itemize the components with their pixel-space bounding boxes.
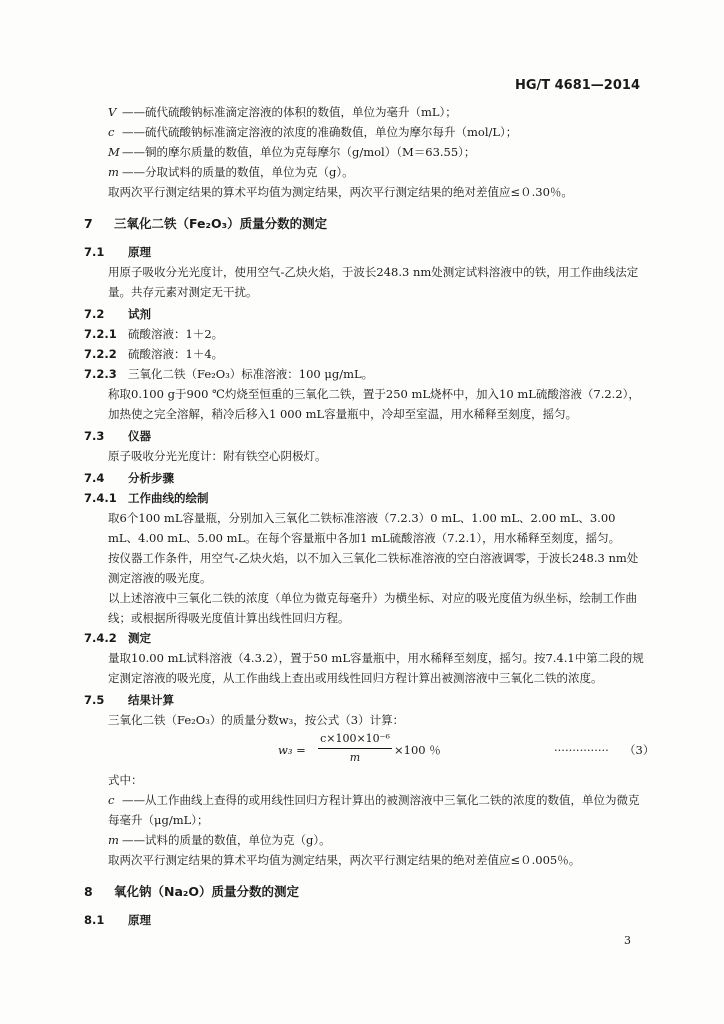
page-body [84,102,655,930]
formula-3 [84,730,655,770]
variable-def: c ——从工作曲线上查得的或用线性回归方程计算出的被测溶液中三氧化二铁的浓度的数值，单位为微克每毫升（μg/mL）； [108,793,640,827]
variable-def: m ——试料的质量的数值，单位为克（g）。 [108,833,331,847]
variable-def: c ——硫代硫酸钠标准滴定溶液的浓度的准确数值，单位为摩尔每升（mol/L）； [108,125,518,139]
variable-def: m ——分取试料的质量的数值，单位为克（g）。 [108,165,354,179]
section-7-2-3-text: 称取0.100 g于900 ℃灼烧至恒重的三氧化二铁，置于250 mL烧杯中，加入10 mL硫酸溶液（7.2.2），加热使之完全溶解，稍冷后移入1 000 mL容量瓶中，冷却至室温，用水稀释至刻度，摇匀。 [108,387,640,421]
variable-def: M ——铜的摩尔质量的数值，单位为克每摩尔（g/mol）（M＝63.55）； [108,145,476,159]
section-7-2-1: 7.2.1 硫酸溶液：1＋2。 [84,327,224,341]
section-7-1-text: 用原子吸收分光光度计，使用空气-乙炔火焰，于波长248.3 nm处测定试料溶液中的铁，用工作曲线法定量。共存元素对测定无干扰。 [108,265,639,299]
section-7-4-1-para-1: 取6个100 mL容量瓶，分别加入三氧化二铁标准溶液（7.2.3）0 mL、1.00 mL、2.00 mL、3.00 mL、4.00 mL、5.00 mL。在每个容量瓶中各加1 mL硫酸溶液（7.2.1），用水稀释至刻度，摇匀。 [108,511,621,545]
section-7-4-1-para-2: 按仪器工作条件，用空气-乙炔火焰，以不加入三氧化二铁标准溶液的空白溶液调零，于波长248.3 nm处测定溶液的吸光度。 [108,551,639,585]
formula-denominator: m [349,751,361,764]
formula-lhs: w₃ = [278,743,306,757]
section-8-heading: 8 氧化钠（Na₂O）质量分数的测定 [84,884,299,899]
formula-number: （3） [624,743,655,757]
variable-def: V ——硫代硫酸钠标准滴定溶液的体积的数值，单位为毫升（mL）； [108,105,457,119]
section-7-3-text: 原子吸收分光光度计：附有铁空心阴极灯。 [108,449,327,463]
section-7-2-2: 7.2.2 硫酸溶液：1＋4。 [84,347,224,361]
formula-leader-dots: ··············· [554,743,609,757]
formula-numerator: c×100×10⁻⁶ [318,730,392,749]
section-7-2-heading: 7.2 试剂 [84,307,151,321]
page-number: 3 [624,934,631,947]
section-7-4-heading: 7.4 分析步骤 [84,471,174,485]
result-requirement: 取两次平行测定结果的算术平均值为测定结果，两次平行测定结果的绝对差值应≤０.30％。 [108,185,573,199]
section-7-5-heading: 7.5 结果计算 [84,693,174,707]
section-7-4-1-heading: 7.4.1 工作曲线的绘制 [84,491,209,505]
section-7-1-heading: 7.1 原理 [84,245,151,259]
result-requirement: 取两次平行测定结果的算术平均值为测定结果，两次平行测定结果的绝对差值应≤０.005％。 [108,853,581,867]
formula-fraction [318,730,392,767]
section-7-2-3: 7.2.3 三氧化二铁（Fe₂O₃）标准溶液：100 μg/mL。 [84,367,374,381]
standard-code: HG/T 4681—2014 [514,78,640,93]
section-7-heading: 7 三氧化二铁（Fe₂O₃）质量分数的测定 [84,216,328,231]
section-7-4-1-para-3: 以上述溶液中三氧化二铁的浓度（单位为微克每毫升）为横坐标、对应的吸光度值为纵坐标，绘制工作曲线；或根据所得吸光度值计算出线性回归方程。 [108,591,637,625]
section-7-4-2-text: 量取10.00 mL试料溶液（4.3.2），置于50 mL容量瓶中，用水稀释至刻度，摇匀。按7.4.1中第二段的规定测定溶液的吸光度，从工作曲线上查出或用线性回归方程计算出被测溶液中三氧化二铁的浓度。 [108,651,644,685]
section-7-5-intro: 三氧化二铁（Fe₂O₃）的质量分数w₃，按公式（3）计算： [108,713,405,727]
section-8-1-heading: 8.1 原理 [84,913,151,927]
section-7-4-2-heading: 7.4.2 测定 [84,631,151,645]
section-7-3-heading: 7.3 仪器 [84,429,151,443]
where-label: 式中： [108,773,143,787]
formula-rest: ×100 ％ [394,743,441,757]
